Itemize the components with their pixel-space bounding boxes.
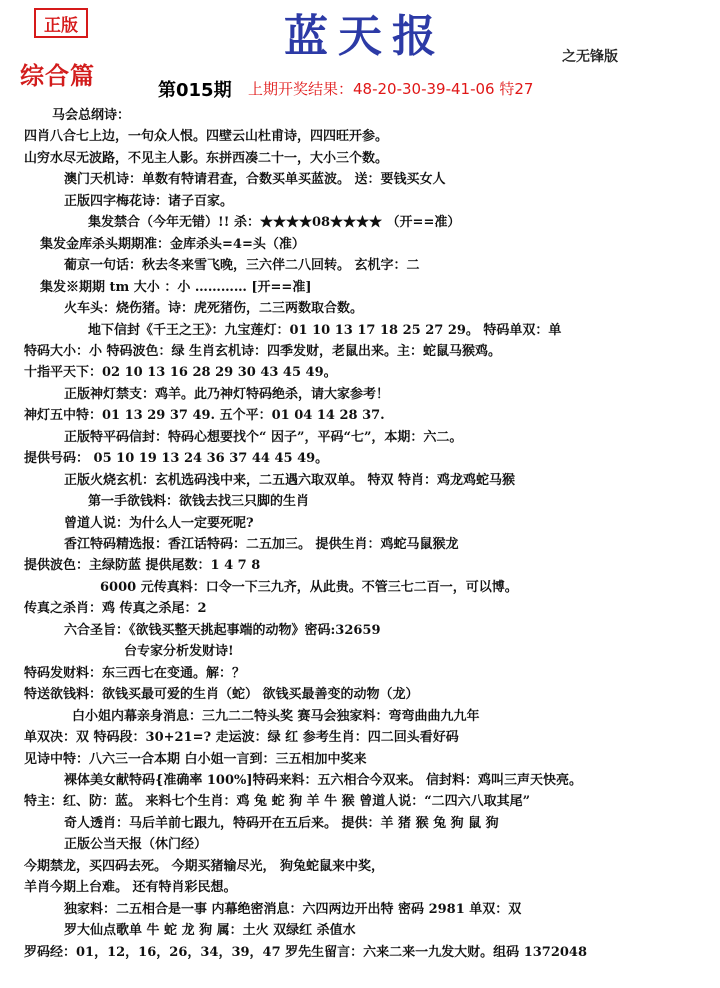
text-line: 曾道人说：为什么人一定要死呢? (64, 515, 254, 531)
text-line: 裸体美女献特码{准确率 100%]特码来料：五六相合今双来。 信封料：鸡叫三声天快亮。 (64, 772, 583, 788)
page-title: 蓝天报 (284, 11, 446, 62)
text-line: 六合圣旨：《欲钱买整天挑起事端的动物》密码:32659 (64, 622, 381, 638)
text-line: 集发※期期 tm 大小 ：小 ………… [开==准] (40, 279, 312, 295)
edition-label: 之无锋版 (562, 49, 618, 65)
genuine-badge: 正版 (34, 8, 88, 38)
text-line: 台专家分析发财诗! (124, 644, 234, 660)
text-line: 传真之杀肖：鸡 传真之杀尾：2 (24, 601, 207, 617)
text-line: 特码发财料：东三西七在变通。解：？ (24, 665, 246, 681)
text-line: 特主：红、防：蓝。 来料七个生肖：鸡 兔 蛇 狗 羊 牛 猴 曾道人说：“二四六八取其尾” (24, 794, 531, 810)
text-line: 十指平天下：02 10 13 16 28 29 30 43 45 49。 (24, 365, 337, 381)
text-line: 单双决：双 特码段：30+21=? 走运波：绿 红 参考生肖：四二回头看好码 (24, 730, 459, 746)
text-line: 香江特码精选报：香江话特码：二五加三。 提供生肖：鸡蛇马鼠猴龙 (64, 537, 459, 552)
text-line: 提供号码： 05 10 19 13 24 36 37 44 45 49。 (24, 451, 329, 467)
text-line: 正版公当天报（休门经） (64, 837, 208, 853)
text-line: 奇人透肖：马后羊前七跟九，特码开在五后来。 提供：羊 猪 猴 兔 狗 鼠 狗 (64, 815, 499, 831)
last-draw-result: 上期开奖结果：48-20-30-39-41-06 特27 (248, 80, 534, 98)
issue-number: 第015期 (158, 80, 232, 101)
text-line: 羊肖今期上台难。 还有特肖彩民想。 (24, 880, 237, 896)
text-line: 罗码经：01，12，16，26，34，39，47 罗先生留言：六来二来一九发大财。组码 1372048 (24, 944, 588, 960)
text-line: 特码大小：小 特码波色：绿 生肖玄机诗：四季发财，老鼠出来。主：蛇鼠马猴鸡。 (24, 343, 502, 359)
text-line: 6000 元传真料：口令一下三九齐，从此贵。不管三七二百一，可以博。 (100, 579, 518, 595)
text-line: 集发禁合（今年无错）!! 杀：★★★★08★★★★ （开==准） (88, 215, 461, 231)
section-heading: 综合篇 (20, 61, 95, 90)
text-line: 正版火烧玄机：玄机选码浅中来，二五遇六取双单。 特双 特肖：鸡龙鸡蛇马猴 (64, 472, 516, 488)
text-line: 正版特平码信封：特码心想要找个“ 因子”，平码“七”，本期：六二。 (64, 429, 463, 445)
text-line: 正版神灯禁支：鸡羊。此乃神灯特码绝杀，请大家参考！ (64, 386, 390, 402)
text-line: 白小姐内幕亲身消息：三九二二特头奖 赛马会独家料：弯弯曲曲九九年 (72, 708, 480, 724)
text-line: 四肖八合七上边，一句众人恨。四壁云山杜甫诗，四四旺开参。 (24, 129, 389, 145)
text-line: 今期禁龙，买四码去死。 今期买猪输尽光， 狗兔蛇鼠来中奖， (24, 858, 385, 874)
text-line: 火车头：烧伤猪。诗：虎死猪伤，二三两数取合数。 (64, 301, 364, 317)
text-line: 葡京一句话：秋去冬来雪飞晚，三六伴二八回转。 玄机字：二 (64, 258, 420, 274)
text-line: 山穷水尽无波路，不见主人影。东拼西凑二十一，大小三个数。 (24, 150, 389, 166)
text-line: 澳门天机诗：单数有特请君查，合数买单买蓝波。 送：要钱买女人 (64, 172, 446, 188)
text-line: 特送欲钱料：欲钱买最可爱的生肖（蛇） 欲钱买最善变的动物（龙） (24, 687, 419, 703)
text-line: 正版四字梅花诗：诸子百家。 (64, 193, 234, 209)
text-line: 第一手欲钱料：欲钱去找三只脚的生肖 (88, 494, 310, 510)
text-line: 独家料：二五相合是一事 内幕绝密消息：六四两边开出特 密码 2981 单双：双 (64, 901, 522, 917)
text-line: 马会总纲诗： (52, 108, 131, 123)
text-line: 提供波色：主绿防蓝 提供尾数：1 4 7 8 (24, 558, 261, 574)
text-line: 集发金库杀头期期准：金库杀头=4=头（准） (40, 236, 305, 252)
text-line: 罗大仙点歌单 牛 蛇 龙 狗 属：土火 双绿红 杀值水 (64, 923, 356, 939)
text-line: 地下信封《千王之王》：九宝莲灯：01 10 13 17 18 25 27 29。 特码单双：单 (88, 322, 562, 338)
text-line: 神灯五中特：01 13 29 37 49. 五个平：01 04 14 28 37. (24, 408, 385, 424)
text-line: 见诗中特：八六三一合本期 白小姐一言到：三五相加中奖来 (24, 751, 367, 767)
